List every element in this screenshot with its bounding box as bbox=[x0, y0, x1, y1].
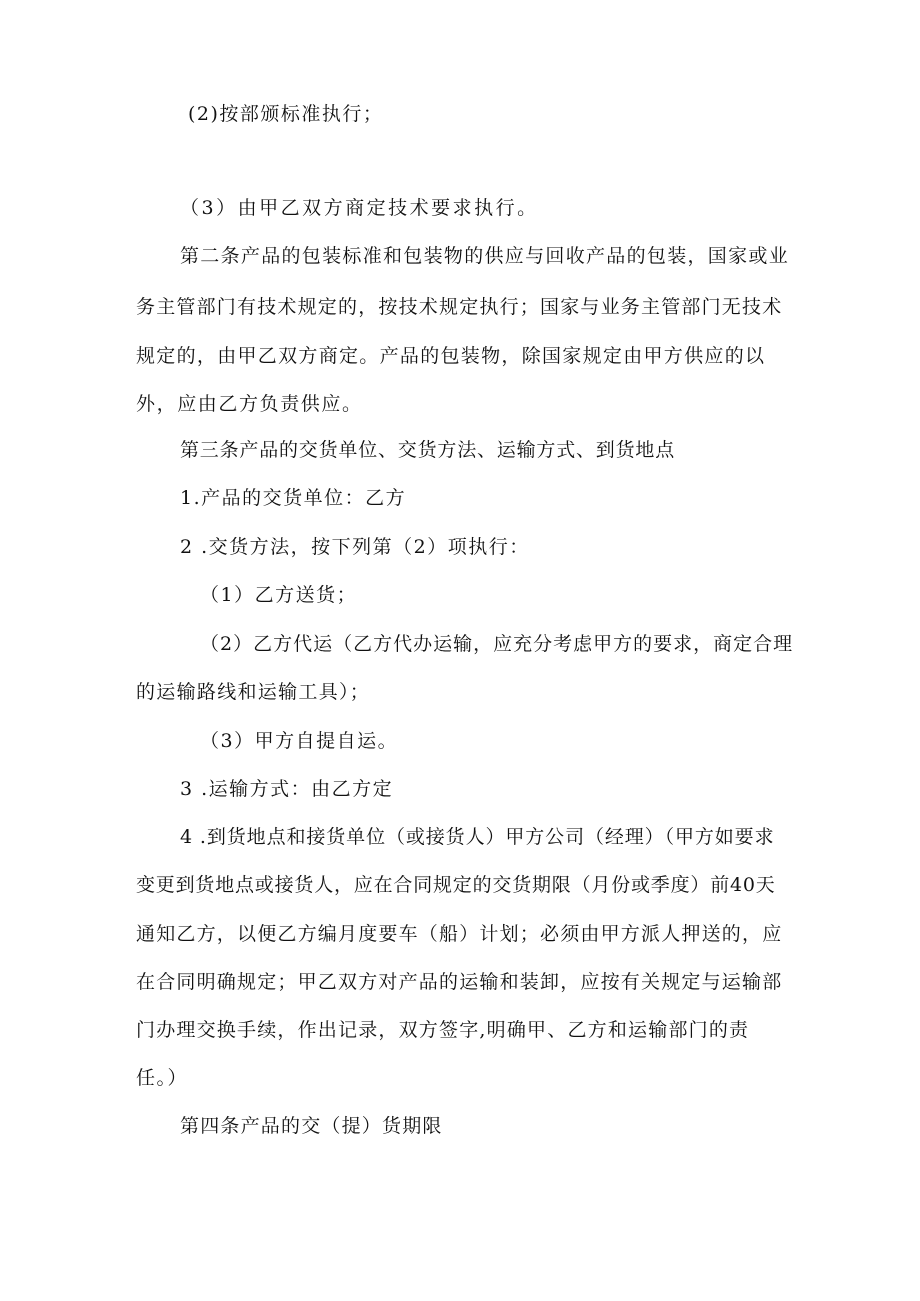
delivery-method-line: 2 .交货方法，按下列第（2）项执行： bbox=[180, 536, 530, 558]
article-2-line-4: 外，应由乙方负责供应。 bbox=[136, 393, 363, 415]
destination-line-6: 任。） bbox=[136, 1067, 189, 1089]
transport-method-line: 3 .运输方式：由乙方定 bbox=[180, 778, 394, 800]
delivery-option-2-line-2: 的运输路线和运输工具）； bbox=[136, 681, 371, 703]
destination-line-5: 门办理交换手续，作出记录，双方签字,明确甲、乙方和运输部门的责 bbox=[136, 1019, 750, 1041]
delivery-option-2-line-1: （2）乙方代运（乙方代办运输，应充分考虑甲方的要求，商定合理 bbox=[200, 633, 794, 655]
destination-line-4: 在合同明确规定；甲乙双方对产品的运输和装卸，应按有关规定与运输部 bbox=[136, 971, 783, 993]
clause-item-3-line: （3）由甲乙双方商定技术要求执行。 bbox=[180, 197, 539, 219]
delivery-option-3: （3）甲方自提自运。 bbox=[200, 730, 399, 752]
article-2-line-3: 规定的，由甲乙双方商定。产品的包装物，除国家规定由甲方供应的以 bbox=[136, 345, 766, 367]
delivery-unit-line: 1.产品的交货单位：乙方 bbox=[180, 487, 407, 509]
destination-line-1: 4 .到货地点和接货单位（或接货人）甲方公司（经理）（甲方如要求 bbox=[180, 826, 775, 848]
delivery-option-1: （1）乙方送货； bbox=[200, 584, 358, 606]
article-2-line-2: 务主管部门有技术规定的，按技术规定执行；国家与业务主管部门无技术 bbox=[136, 296, 783, 318]
article-2-line-1: 第二条产品的包装标准和包装物的供应与回收产品的包装，国家或业 bbox=[180, 245, 790, 267]
article-4-heading: 第四条产品的交（提）货期限 bbox=[180, 1115, 443, 1137]
clause-item-2-line: (2)按部颁标准执行； bbox=[188, 103, 384, 125]
destination-line-2: 变更到货地点或接货人，应在合同规定的交货期限（月份或季度）前40天 bbox=[136, 874, 776, 896]
destination-line-3: 通知乙方，以便乙方编月度要车（船）计划；必须由甲方派人押送的，应 bbox=[136, 923, 783, 945]
article-3-heading: 第三条产品的交货单位、交货方法、运输方式、到货地点 bbox=[180, 439, 676, 461]
